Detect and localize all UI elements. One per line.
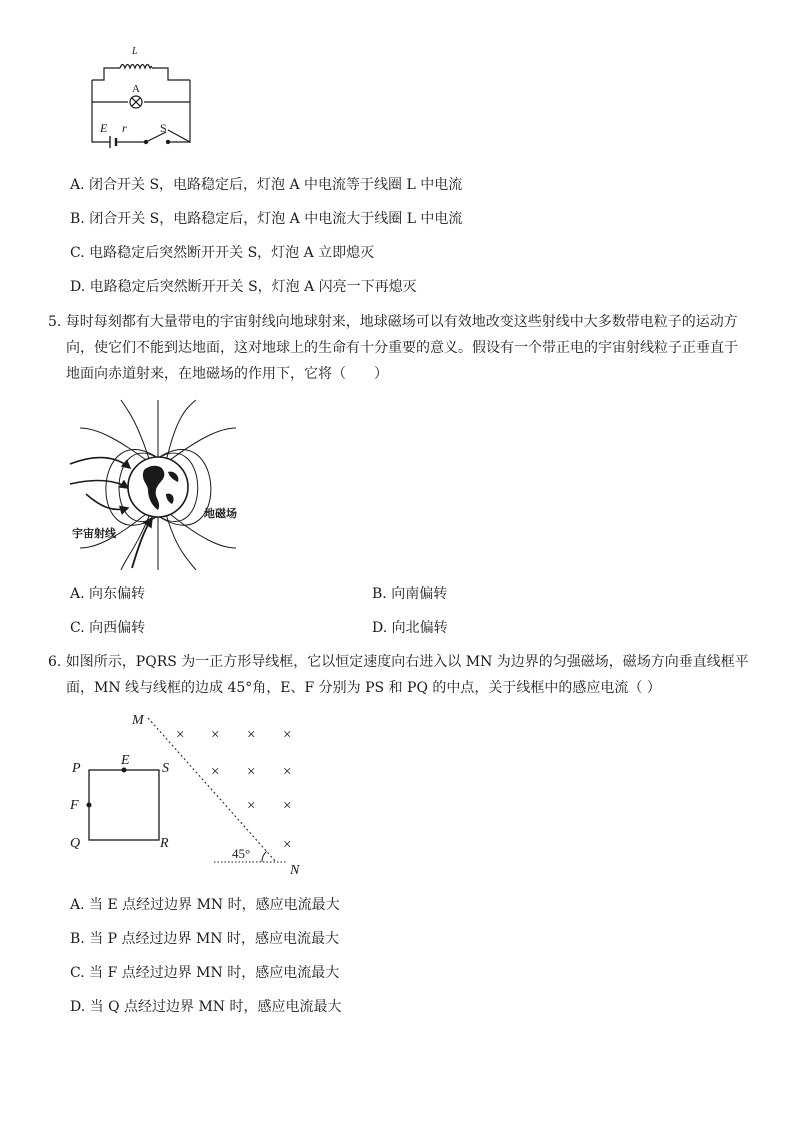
label-n: N xyxy=(290,863,300,878)
q5-stem-line: 向，使它们不能到达地面，这对地球上的生命有十分重要的意义。假设有一个带正电的宇宙射线粒子正垂直于 xyxy=(66,340,738,356)
label-m: M xyxy=(132,713,144,728)
q5-stem-line: 地面向赤道射来，在地磁场的作用下，它将（ ） xyxy=(66,366,388,382)
q5-option-b: B. 向南偏转 xyxy=(372,586,448,602)
q5-stem-line: 5. 每时每刻都有大量带电的宇宙射线向地球射来，地球磁场可以有效地改变这些射线中大多数带电粒子的运动方 xyxy=(48,314,738,330)
emf-label: E xyxy=(100,121,108,135)
q6-option-d: D. 当 Q 点经过边界 MN 时，感应电流最大 xyxy=(70,999,342,1015)
angle-label: 45° xyxy=(232,846,251,861)
field-cross: × xyxy=(247,798,256,814)
label-p: P xyxy=(72,761,81,776)
field-cross: × xyxy=(247,727,256,743)
field-cross: × xyxy=(283,727,292,743)
q5-option-c: C. 向西偏转 xyxy=(70,620,146,636)
q6-option-c: C. 当 F 点经过边界 MN 时，感应电流最大 xyxy=(70,965,340,981)
q4-option-c: C. 电路稳定后突然断开开关 S，灯泡 A 立即熄灭 xyxy=(70,245,375,261)
label-e: E xyxy=(121,753,130,768)
field-cross: × xyxy=(211,727,220,743)
point-e xyxy=(122,768,127,773)
q4-option-a: A. 闭合开关 S，电路稳定后，灯泡 A 中电流等于线圈 L 中电流 xyxy=(70,177,463,193)
q6-option-b: B. 当 P 点经过边界 MN 时，感应电流最大 xyxy=(70,931,339,947)
field-cross: × xyxy=(283,798,292,814)
switch-label: S xyxy=(160,121,167,135)
cosmic-ray-label: 宇宙射线 xyxy=(72,527,116,540)
q5-option-d: D. 向北偏转 xyxy=(372,620,448,636)
circuit-diagram xyxy=(80,40,210,158)
field-cross: × xyxy=(283,764,292,780)
q6-option-a: A. 当 E 点经过边界 MN 时，感应电流最大 xyxy=(70,897,340,913)
q5-option-a: A. 向东偏转 xyxy=(70,586,146,602)
lamp-label: A xyxy=(132,83,140,95)
square-loop-field-diagram xyxy=(64,710,314,880)
q4-option-b: B. 闭合开关 S，电路稳定后，灯泡 A 中电流大于线圈 L 中电流 xyxy=(70,211,463,227)
q6-stem xyxy=(48,649,748,701)
field-label: 地磁场 xyxy=(204,507,237,520)
field-cross: × xyxy=(247,764,256,780)
inductor-label: L xyxy=(132,46,138,57)
q4-option-d: D. 电路稳定后突然断开开关 S，灯泡 A 闪亮一下再熄灭 xyxy=(70,279,417,295)
field-cross: × xyxy=(176,727,185,743)
label-r: R xyxy=(160,836,169,851)
point-f xyxy=(87,803,92,808)
label-s: S xyxy=(162,761,169,776)
label-f: F xyxy=(70,798,79,813)
q6-stem-line: 面，MN 线与线框的边成 45°角，E、F 分别为 PS 和 PQ 的中点，关于线框中的感应电流（ ） xyxy=(66,680,661,696)
square-loop xyxy=(89,770,159,840)
q5-stem xyxy=(48,309,748,387)
label-q: Q xyxy=(70,836,81,851)
resistance-label: r xyxy=(122,121,127,135)
q6-stem-line: 6. 如图所示，PQRS 为一正方形导线框，它以恒定速度向右进入以 MN 为边界的匀强磁场，磁场方向垂直线框平 xyxy=(48,654,749,670)
earth-magnetic-field-diagram xyxy=(66,398,246,570)
field-cross: × xyxy=(283,837,292,853)
field-cross: × xyxy=(211,764,220,780)
